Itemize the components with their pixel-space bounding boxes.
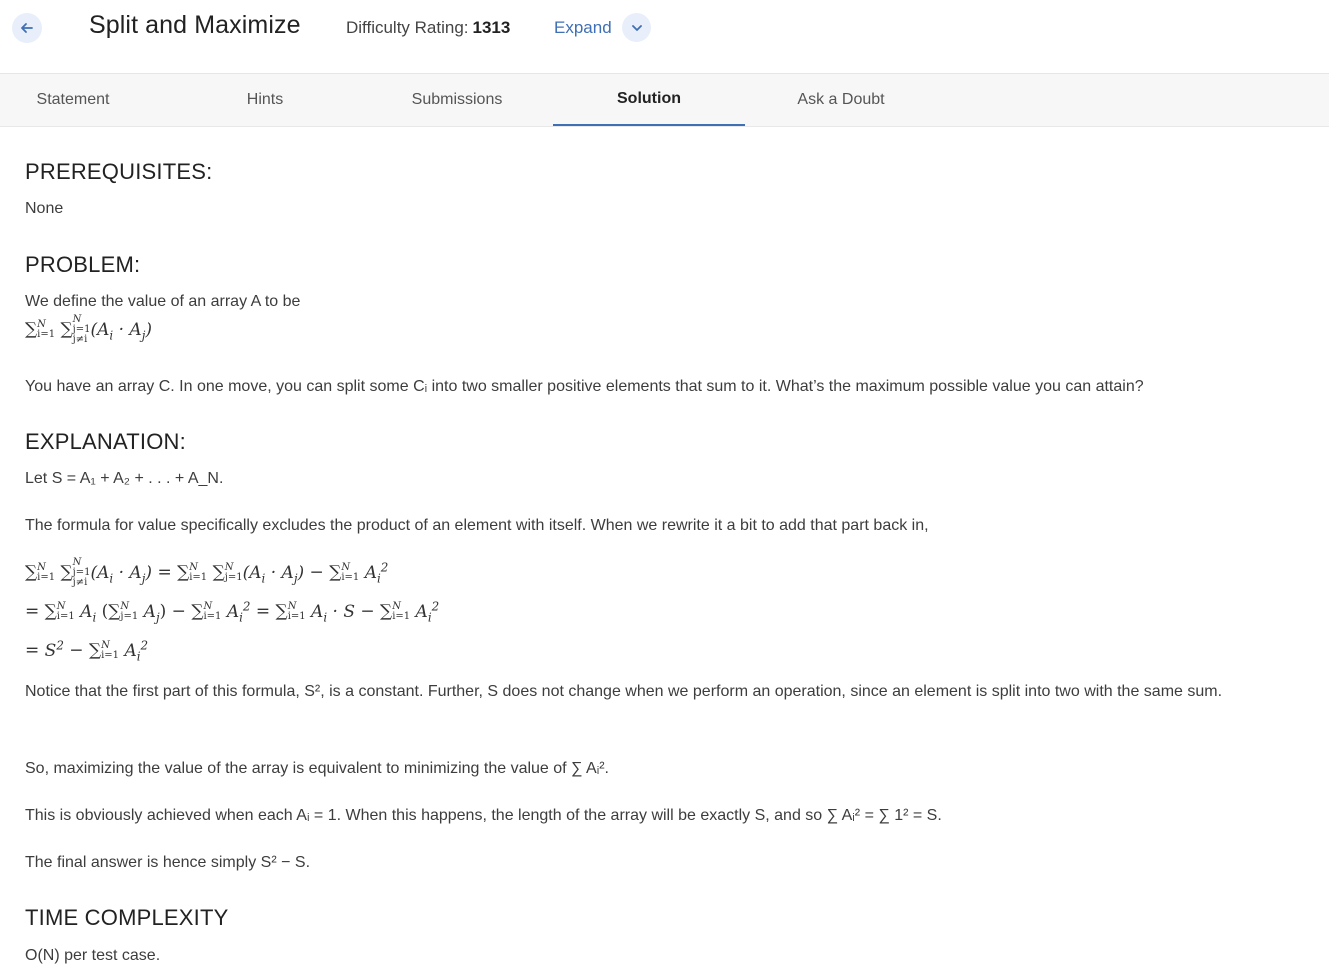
expand-link[interactable]: Expand bbox=[554, 18, 612, 37]
problem-heading: PROBLEM: bbox=[25, 252, 141, 277]
prerequisites-heading: PREREQUISITES: bbox=[25, 159, 213, 184]
tab-statement[interactable]: Statement bbox=[36, 91, 110, 108]
explanation-heading: EXPLANATION: bbox=[25, 429, 186, 454]
tab-ask-a-doubt[interactable]: Ask a Doubt bbox=[797, 91, 885, 108]
page-title: Split and Maximize bbox=[89, 11, 301, 39]
achieved-text: This is obviously achieved when each Aᵢ = 1. When this happens, the length of the array will be exactly S, and so ∑ Aᵢ² = ∑ 1² = S. bbox=[25, 807, 942, 824]
derivation-block bbox=[25, 553, 725, 670]
back-button[interactable] bbox=[12, 13, 42, 43]
formula-intro: The formula for value specifically excludes the product of an element with itself. When we rewrite it a bit to add that part back in, bbox=[25, 517, 929, 534]
difficulty-value: 1313 bbox=[472, 18, 511, 37]
time-complexity-text: O(N) per test case. bbox=[25, 947, 161, 964]
value-formula: ∑N i=1 ∑N j=1 j≠i $(A_i \cdot A_j)$ bbox=[25, 314, 153, 345]
derivation-line-1: ∑N i=1 ∑N j=1 j≠i $(A_i \cdot A_j) = \sum N$ i=1 ∑N $j=1(A_i \cdot A_j) - \sum N$ i=1 $A_i^2$ bbox=[25, 557, 389, 589]
chevron-down-icon bbox=[630, 21, 644, 35]
expand-toggle-button[interactable] bbox=[622, 13, 651, 42]
tab-submissions[interactable]: Submissions bbox=[411, 91, 503, 108]
tab-solution[interactable]: Solution bbox=[553, 74, 745, 126]
problem-text: You have an array C. In one move, you can split some Cᵢ into two smaller positive elements that sum to it. What’s the maximum possible value you can attain? bbox=[25, 378, 1144, 395]
derivation-line-3: = $S^2 - \sum N$ i=1 $A_i^2$ bbox=[25, 638, 149, 664]
derivation-line-2: = ∑N i=1 $A_i$ (∑N j=1 $A_j) - \sum N$ i=1 $A_i^2 = \sum N$ i=1 $A_i \cdot S - \sum N$ i=1 $A_i^2$ bbox=[25, 599, 440, 625]
notice-text: Notice that the first part of this formula, S², is a constant. Further, S does not change when we perform an operation, since an element is split into two with the same sum. bbox=[25, 683, 1223, 700]
difficulty-rating bbox=[346, 18, 510, 38]
maximizing-text: So, maximizing the value of the array is equivalent to minimizing the value of ∑ Aᵢ². bbox=[25, 760, 609, 777]
tab-hints[interactable]: Hints bbox=[246, 91, 284, 108]
arrow-left-icon bbox=[19, 20, 35, 36]
final-answer-text: The final answer is hence simply S² − S. bbox=[25, 854, 311, 871]
problem-intro: We define the value of an array A to be bbox=[25, 293, 301, 310]
let-text: Let S = A₁ + A₂ + . . . + A_N. bbox=[25, 470, 224, 487]
difficulty-label: Difficulty Rating: bbox=[346, 18, 469, 37]
time-complexity-heading: TIME COMPLEXITY bbox=[25, 905, 229, 930]
tab-bar bbox=[0, 74, 1329, 127]
problem-header bbox=[0, 0, 1329, 74]
prerequisites-text: None bbox=[25, 200, 64, 217]
